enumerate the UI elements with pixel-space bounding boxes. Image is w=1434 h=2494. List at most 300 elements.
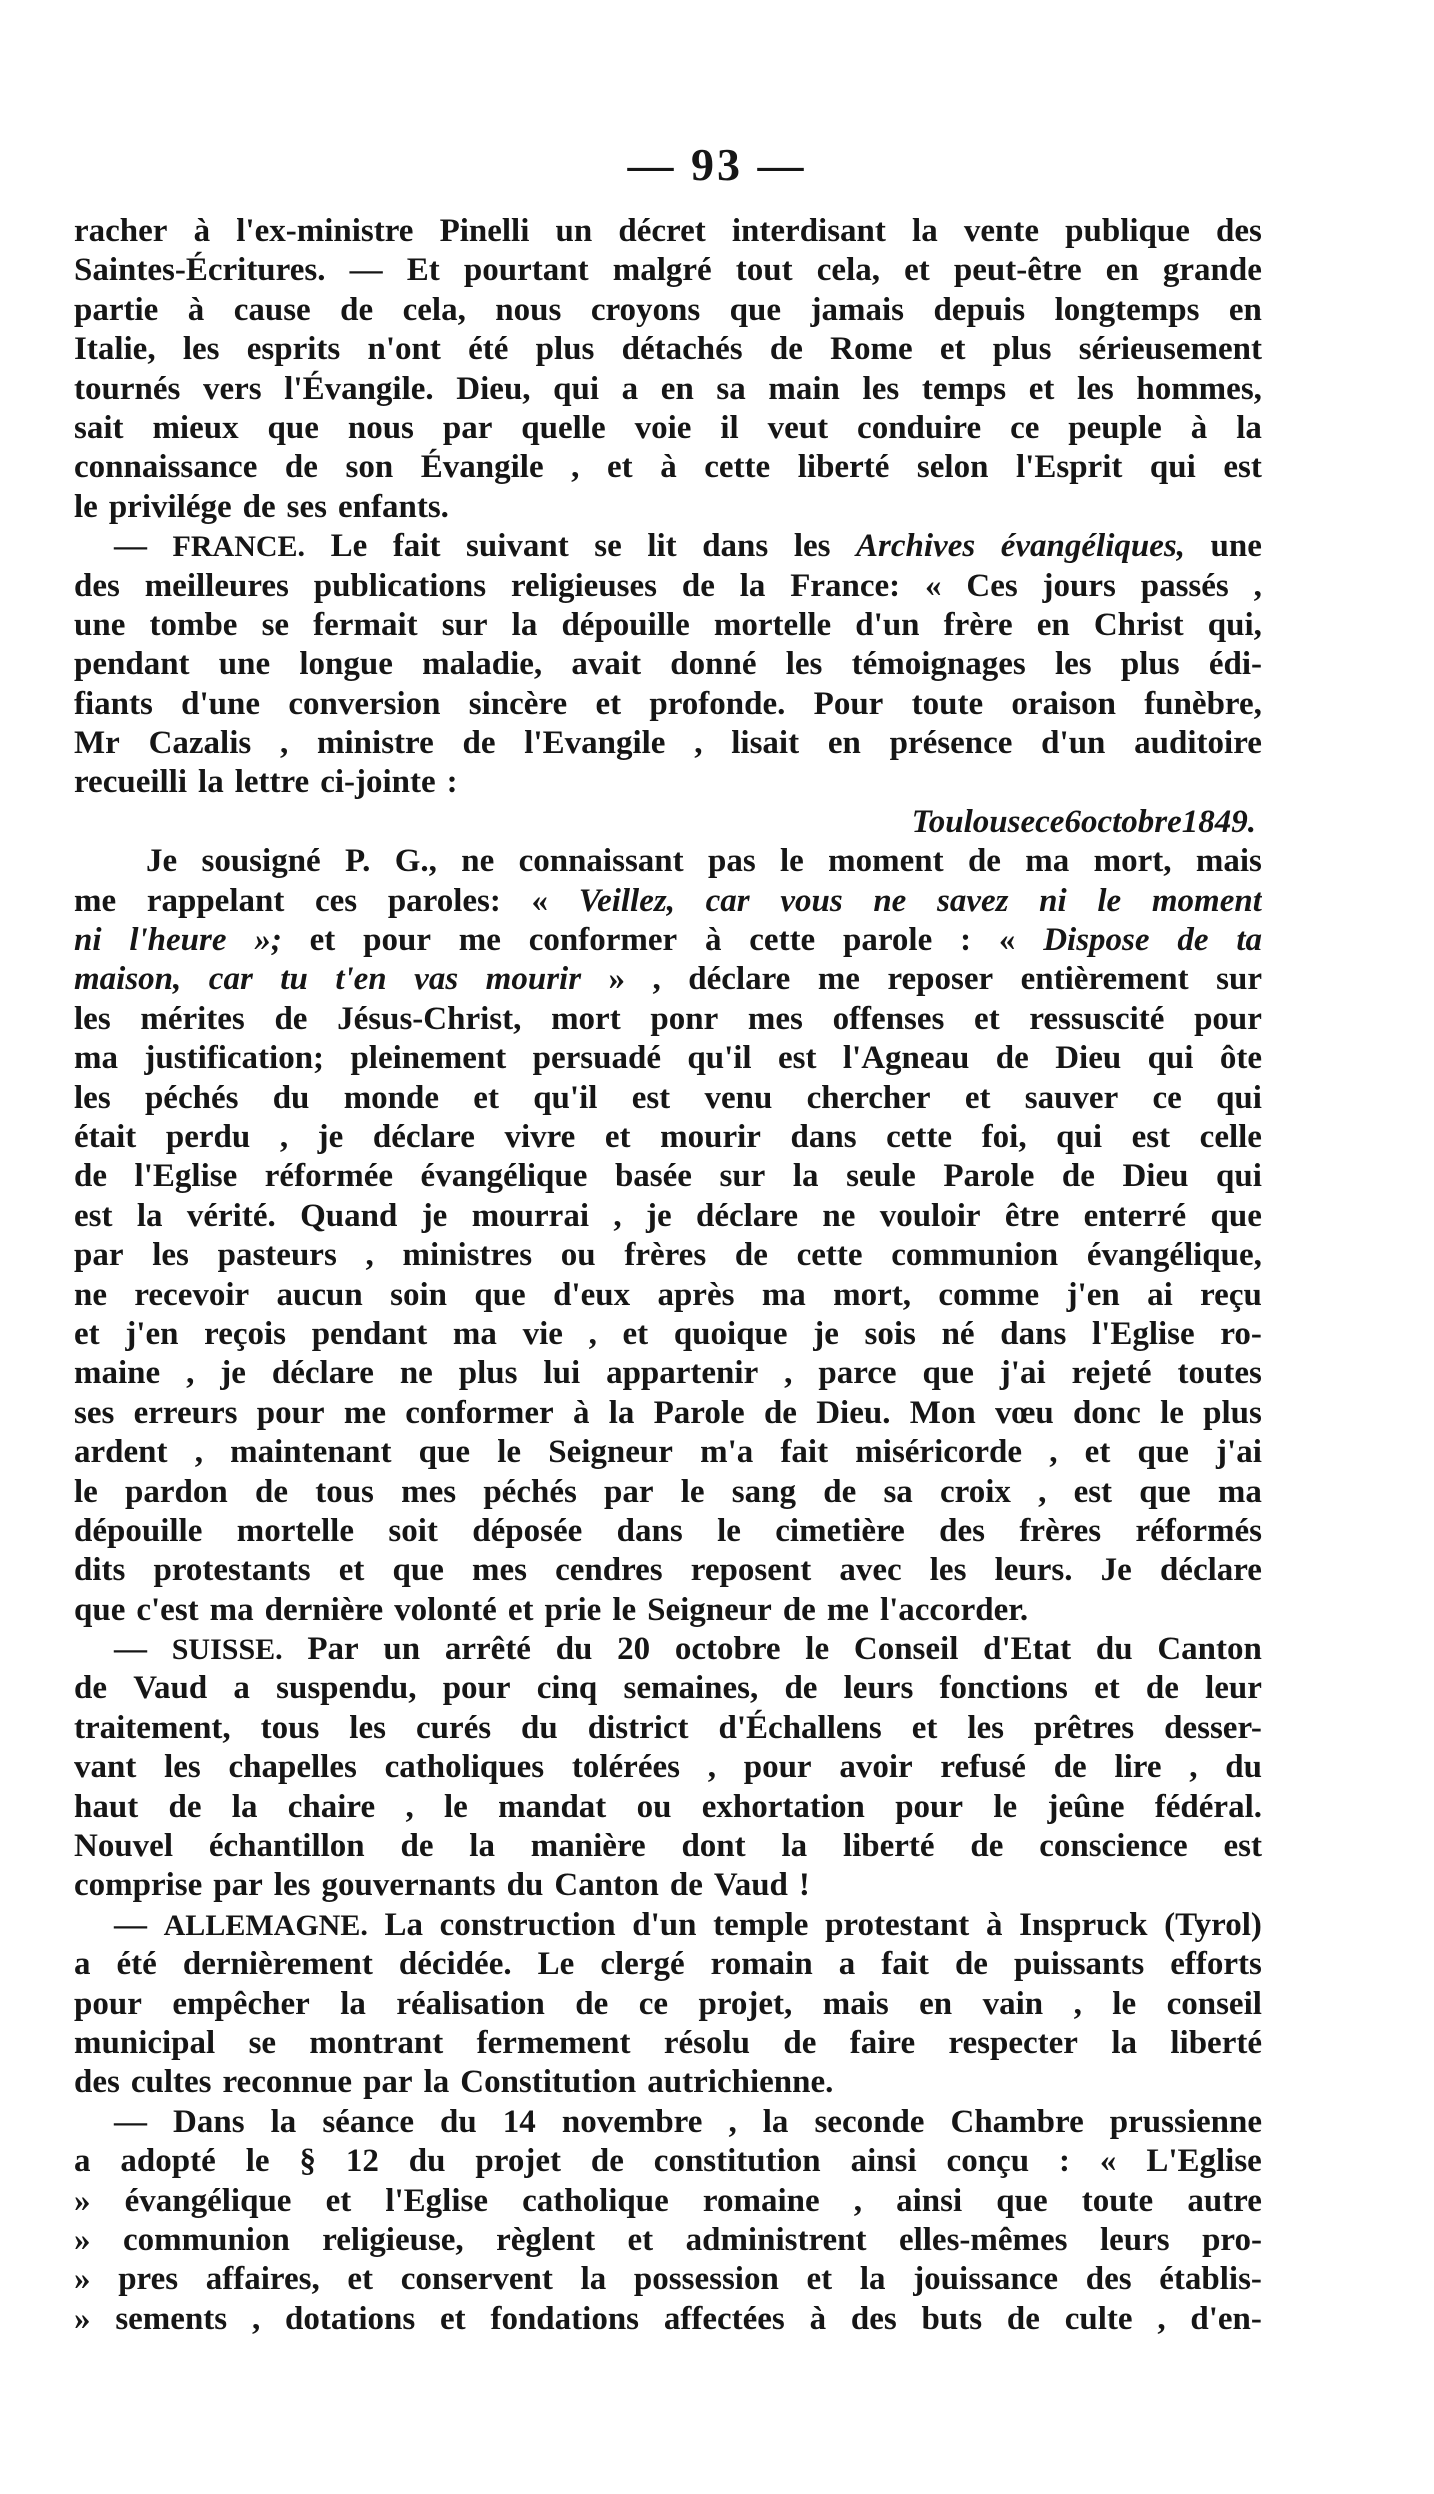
word: ma — [761, 1276, 806, 1313]
word: déclare — [688, 961, 791, 998]
word: sauver — [1024, 1079, 1119, 1116]
word: Ces — [966, 567, 1018, 604]
word: des — [1216, 213, 1262, 249]
word: Constitution — [460, 2064, 637, 2101]
word: ce — [638, 1985, 669, 2022]
word: et — [622, 1315, 649, 1352]
word: reposer — [887, 961, 994, 998]
word: j'en — [1066, 1276, 1120, 1313]
word: appartenir — [606, 1355, 759, 1392]
word: voie — [634, 409, 692, 446]
word: à — [985, 1906, 1003, 1943]
word: main — [768, 370, 840, 407]
word: , — [694, 725, 703, 762]
word: que — [1139, 1473, 1191, 1510]
word: Chambre — [950, 2103, 1084, 2140]
word: grande — [1162, 252, 1262, 289]
word: 12 — [345, 2143, 379, 2180]
word: efforts — [1170, 1946, 1262, 1983]
word: qu'il — [533, 1079, 598, 1116]
word: établis- — [1159, 2261, 1262, 2298]
word: projet, — [698, 1985, 793, 2022]
word: interdisant — [731, 213, 886, 249]
word: une — [74, 606, 126, 643]
word: malgré — [612, 252, 712, 289]
word: » — [74, 2221, 91, 2258]
word: le — [1160, 1394, 1184, 1431]
word: du — [272, 1079, 310, 1116]
word: gouvernants — [321, 1867, 496, 1904]
word: que — [267, 409, 319, 446]
word: comme — [938, 1276, 1040, 1313]
word: Évangile — [420, 449, 544, 486]
word: possession — [633, 2261, 779, 2298]
word: évangélique, — [1086, 1237, 1262, 1274]
word: soit — [388, 1512, 438, 1549]
word: erreurs — [133, 1394, 238, 1431]
word: pendant — [74, 646, 190, 683]
word: lui — [543, 1355, 581, 1392]
word: adopté — [120, 2143, 216, 2180]
word: profonde. — [649, 685, 786, 722]
word: reçois — [204, 1315, 287, 1352]
word: Dieu — [1122, 1158, 1189, 1195]
word: monde — [343, 1079, 440, 1116]
word: par — [604, 1473, 654, 1510]
word: leurs. — [994, 1552, 1073, 1589]
word: se — [248, 2024, 277, 2061]
word: tolérées — [571, 1749, 680, 1786]
word: péchés — [483, 1473, 577, 1510]
word: m'a — [700, 1434, 754, 1471]
word: Inspruck — [1019, 1906, 1148, 1943]
word: suspendu, — [276, 1670, 417, 1707]
word: rejeté — [1071, 1355, 1152, 1392]
word: la — [1236, 409, 1262, 446]
word: , — [1189, 1749, 1198, 1786]
word: longtemps — [1054, 291, 1200, 328]
word: justification; — [144, 1040, 325, 1077]
word: conversion — [288, 685, 441, 722]
word: religieuse, — [322, 2221, 464, 2258]
text-line — [74, 1473, 1262, 1512]
word: cela, — [402, 291, 466, 328]
word: en — [1036, 606, 1070, 643]
text-line — [74, 2024, 1262, 2063]
word: et — [473, 1079, 499, 1116]
word: dont — [681, 1828, 746, 1865]
word: volonté — [394, 1591, 497, 1628]
word: sur — [1216, 961, 1262, 998]
word: de — [400, 1828, 434, 1865]
word: ne — [399, 1355, 433, 1392]
word: frères — [1019, 1512, 1102, 1549]
word: de — [995, 1040, 1029, 1077]
page-number: — 93 — — [627, 139, 807, 190]
word: cause — [233, 291, 311, 328]
word: ses — [74, 1394, 115, 1431]
word: d'Échallens — [718, 1709, 882, 1746]
word: les — [785, 646, 823, 683]
word: Et — [406, 252, 440, 289]
word: puissants — [1013, 1946, 1145, 1983]
word: le — [245, 2143, 270, 2180]
word: en — [827, 725, 861, 762]
word: tout — [735, 252, 793, 289]
word: ne — [461, 843, 495, 880]
word: une — [1210, 528, 1262, 565]
word: et — [325, 2182, 352, 2219]
word: toutes — [1177, 1355, 1262, 1392]
word: un — [555, 213, 593, 249]
word: maine — [74, 1355, 161, 1392]
word: ainsi — [850, 2143, 917, 2180]
word: (Tyrol) — [1164, 1906, 1262, 1943]
word: Vaud — [713, 1867, 788, 1904]
word: évangélique — [124, 2182, 292, 2219]
word: passés — [1140, 567, 1229, 604]
word: de — [284, 449, 318, 486]
word: lire — [1114, 1749, 1162, 1786]
word: 6 — [1064, 803, 1081, 840]
word: prie — [544, 1591, 602, 1628]
word: , — [1157, 2300, 1166, 2337]
word: par — [363, 2064, 413, 2101]
word: , — [365, 1237, 374, 1274]
word: la — [739, 567, 766, 604]
word: chapelles — [228, 1749, 357, 1786]
word: dans — [1000, 1315, 1067, 1352]
word: de — [168, 1788, 202, 1825]
word: dans — [702, 528, 769, 565]
word: à — [809, 2300, 827, 2337]
word: déclare — [695, 1197, 798, 1234]
word: fait — [881, 1946, 929, 1983]
word: ce — [1035, 803, 1065, 840]
word: la — [859, 2261, 886, 2298]
word: mort, — [833, 1276, 912, 1313]
word: et — [806, 2261, 833, 2298]
word: tous — [260, 1709, 320, 1746]
word: me — [74, 882, 117, 919]
word: et — [974, 1000, 1000, 1037]
word: d'en- — [1190, 2300, 1262, 2337]
word: La — [384, 1906, 423, 1943]
word: sur — [441, 606, 488, 643]
word: et — [604, 1118, 631, 1155]
word: romain — [710, 1946, 813, 1983]
word: peut-être — [953, 252, 1082, 289]
word: ma — [1025, 843, 1070, 880]
word: la — [781, 1828, 808, 1865]
word: conformer — [405, 1394, 554, 1431]
word: la — [340, 1985, 366, 2022]
text-line — [74, 1394, 1262, 1433]
word: à — [572, 1394, 590, 1431]
word: ci-jointe — [320, 764, 436, 801]
word: ministre — [317, 725, 434, 762]
word: est — [1223, 449, 1262, 486]
word: selon — [916, 449, 989, 486]
word: que — [1137, 1434, 1189, 1471]
word: conduire — [857, 409, 982, 446]
word: de — [254, 1473, 288, 1510]
word: mes — [747, 1000, 803, 1037]
text-line — [74, 2221, 1262, 2260]
word: plus — [1120, 646, 1180, 683]
word: Dieu — [1055, 1040, 1122, 1077]
word: la — [423, 2064, 450, 2101]
word: enfants. — [337, 488, 449, 525]
word: pour — [743, 1749, 812, 1786]
word: montrant — [309, 2024, 444, 2061]
word: sois — [864, 1315, 916, 1352]
word: mais — [1195, 843, 1262, 880]
word: buts — [921, 2300, 983, 2337]
word: communion — [891, 1237, 1059, 1274]
word: et — [1028, 370, 1055, 407]
word: les — [182, 331, 220, 368]
word: celle — [1199, 1118, 1262, 1155]
word: j'ai — [999, 1355, 1046, 1392]
word: ministres — [402, 1237, 533, 1274]
word: que — [729, 291, 782, 328]
word: administrent — [685, 2221, 867, 2258]
word: mais — [822, 1985, 889, 2022]
word: échantillon — [208, 1828, 365, 1865]
word: » — [74, 2300, 91, 2337]
word: de — [782, 1591, 816, 1628]
text-line — [74, 1788, 1262, 1827]
word: vivre — [504, 1118, 576, 1155]
word: constitution — [653, 2143, 821, 2180]
word: ta — [1236, 922, 1262, 959]
word: 14 — [502, 2103, 536, 2140]
word: de — [970, 1828, 1004, 1865]
word: liberté — [797, 449, 890, 486]
word: et — [1094, 1670, 1120, 1707]
word: que — [418, 1434, 471, 1471]
text-line — [74, 645, 1262, 684]
text-line — [74, 1236, 1262, 1275]
word: du — [521, 1709, 558, 1746]
word: connaissant — [518, 843, 684, 880]
word: — — [114, 1906, 147, 1943]
word: elles-mêmes — [898, 2221, 1068, 2258]
word: évangélique — [420, 1158, 588, 1195]
word: qui — [1147, 1040, 1194, 1077]
word: a — [233, 1670, 250, 1707]
word: catholiques — [384, 1749, 545, 1786]
word: perdu — [165, 1118, 251, 1155]
word: octobre — [674, 1631, 781, 1668]
word: les — [152, 1237, 189, 1274]
word: séance — [322, 2103, 414, 2140]
word: et — [904, 252, 930, 289]
word: pour — [895, 1788, 964, 1825]
word: croix — [940, 1473, 1011, 1510]
word: ai — [1147, 1276, 1173, 1313]
word: recueilli — [74, 764, 188, 801]
word: G., — [394, 843, 437, 880]
word: quoique — [673, 1315, 788, 1352]
word: Vaud — [133, 1670, 208, 1707]
word: donné — [670, 646, 757, 683]
text-line — [74, 1866, 1262, 1905]
word: reconnue — [222, 2064, 353, 2101]
word: Saintes-Écritures. — [74, 252, 326, 289]
word: jours — [1042, 567, 1116, 604]
word: paroles: — [387, 882, 501, 919]
word: pasteurs — [217, 1237, 337, 1274]
word: la — [912, 213, 938, 249]
word: et — [507, 1591, 534, 1628]
word: mandat — [498, 1788, 607, 1825]
word: Par — [307, 1631, 359, 1668]
word: , — [1038, 1473, 1047, 1510]
text-line — [74, 527, 1262, 566]
word: France: — [790, 567, 901, 604]
word: , — [405, 1788, 414, 1825]
word: l'Esprit — [1016, 449, 1123, 486]
word: et — [595, 685, 622, 722]
word: cendres — [555, 1552, 663, 1589]
word: en — [1228, 291, 1262, 328]
word: en — [919, 1985, 953, 2022]
word: Italie, — [74, 331, 156, 368]
word: depuis — [933, 291, 1026, 328]
word: les — [164, 1749, 201, 1786]
word: Mr — [74, 725, 120, 762]
word: la — [469, 1828, 495, 1865]
word: construction — [439, 1906, 616, 1943]
word: à — [187, 291, 205, 328]
word: dans — [616, 1512, 683, 1549]
word: partie — [74, 291, 159, 328]
word: savez — [937, 882, 1009, 919]
word: ce — [1010, 409, 1040, 446]
word: et — [627, 2221, 654, 2258]
word: SUISSE. — [171, 1633, 283, 1667]
word: § — [299, 2143, 316, 2180]
word: le — [717, 1512, 741, 1549]
word: à — [660, 449, 677, 486]
word: toute — [911, 685, 984, 722]
word: entièrement — [1020, 961, 1189, 998]
word: de — [763, 1394, 797, 1431]
word: la — [580, 2261, 607, 2298]
word: le — [612, 1591, 637, 1628]
word: pour — [256, 1394, 325, 1431]
word: me — [458, 922, 501, 959]
word: les — [862, 370, 900, 407]
word: pro- — [1202, 2221, 1262, 2258]
word: donc — [1072, 1394, 1141, 1431]
word: , — [251, 2300, 261, 2337]
word: suivant — [466, 528, 569, 565]
word: maison, — [74, 961, 182, 998]
word: Mon — [909, 1394, 976, 1431]
word: ou — [560, 1237, 596, 1274]
word: qu'il — [687, 1040, 752, 1077]
word: sousigné — [201, 843, 321, 880]
word: le — [805, 1631, 830, 1668]
word: ma — [452, 1315, 497, 1352]
word: religieuses — [510, 567, 658, 604]
word: , — [707, 1749, 716, 1786]
word: ne — [873, 882, 907, 919]
word: a — [621, 370, 639, 407]
word: du — [555, 1631, 593, 1668]
word: mortelle — [713, 606, 832, 643]
word: , — [280, 725, 289, 762]
word: de — [74, 1158, 107, 1195]
word: ne — [822, 1197, 856, 1234]
word: des — [850, 2300, 897, 2337]
word: liberté — [1170, 2024, 1262, 2061]
word: Jésus-Christ, — [337, 1000, 522, 1037]
word: hommes, — [1136, 370, 1262, 407]
word: à — [704, 922, 722, 959]
word: ôte — [1219, 1040, 1262, 1077]
word: miséricorde — [855, 1434, 1023, 1471]
text-line — [74, 1157, 1262, 1196]
word: du — [408, 2143, 446, 2180]
word: le — [993, 1788, 1018, 1825]
word: d'une — [181, 685, 261, 722]
word: frères — [624, 1237, 707, 1274]
word: par — [442, 409, 493, 446]
word: clergé — [600, 1946, 685, 1983]
word: jouissance — [913, 2261, 1059, 2298]
word: pardon — [125, 1473, 228, 1510]
word: de — [340, 291, 374, 328]
word: conservent — [400, 2261, 553, 2298]
word: jeûne — [1047, 1788, 1125, 1825]
word: auditoire — [1134, 725, 1262, 762]
word: sérieusement — [1078, 331, 1262, 368]
word: de — [784, 1670, 818, 1707]
word: vérité. — [186, 1197, 276, 1234]
word: les — [793, 528, 831, 565]
word: Rome — [830, 331, 913, 368]
word: ce — [1152, 1079, 1182, 1116]
word: Seigneur — [647, 1591, 772, 1628]
word: seule — [846, 1158, 916, 1195]
word: de — [1006, 2300, 1040, 2337]
word: longue — [299, 646, 393, 683]
word: pleinement — [350, 1040, 507, 1077]
word: d'un — [855, 606, 920, 643]
word: protestants — [153, 1552, 311, 1589]
word: résolu — [663, 2024, 751, 2061]
word: né — [941, 1315, 975, 1352]
word: seconde — [814, 2103, 925, 2140]
word: , — [571, 449, 580, 486]
word: Christ — [1093, 606, 1184, 643]
word: de — [242, 488, 276, 525]
word: autre — [1187, 2182, 1262, 2219]
word: pendant — [311, 1315, 428, 1352]
word: pour — [363, 922, 431, 959]
word: communion — [122, 2221, 290, 2258]
word: — — [114, 528, 147, 565]
word: ces — [315, 882, 358, 919]
word: fondations — [490, 2300, 640, 2337]
text-line — [74, 1039, 1262, 1078]
word: conçu — [946, 2143, 1030, 2180]
word: la — [792, 1158, 819, 1195]
